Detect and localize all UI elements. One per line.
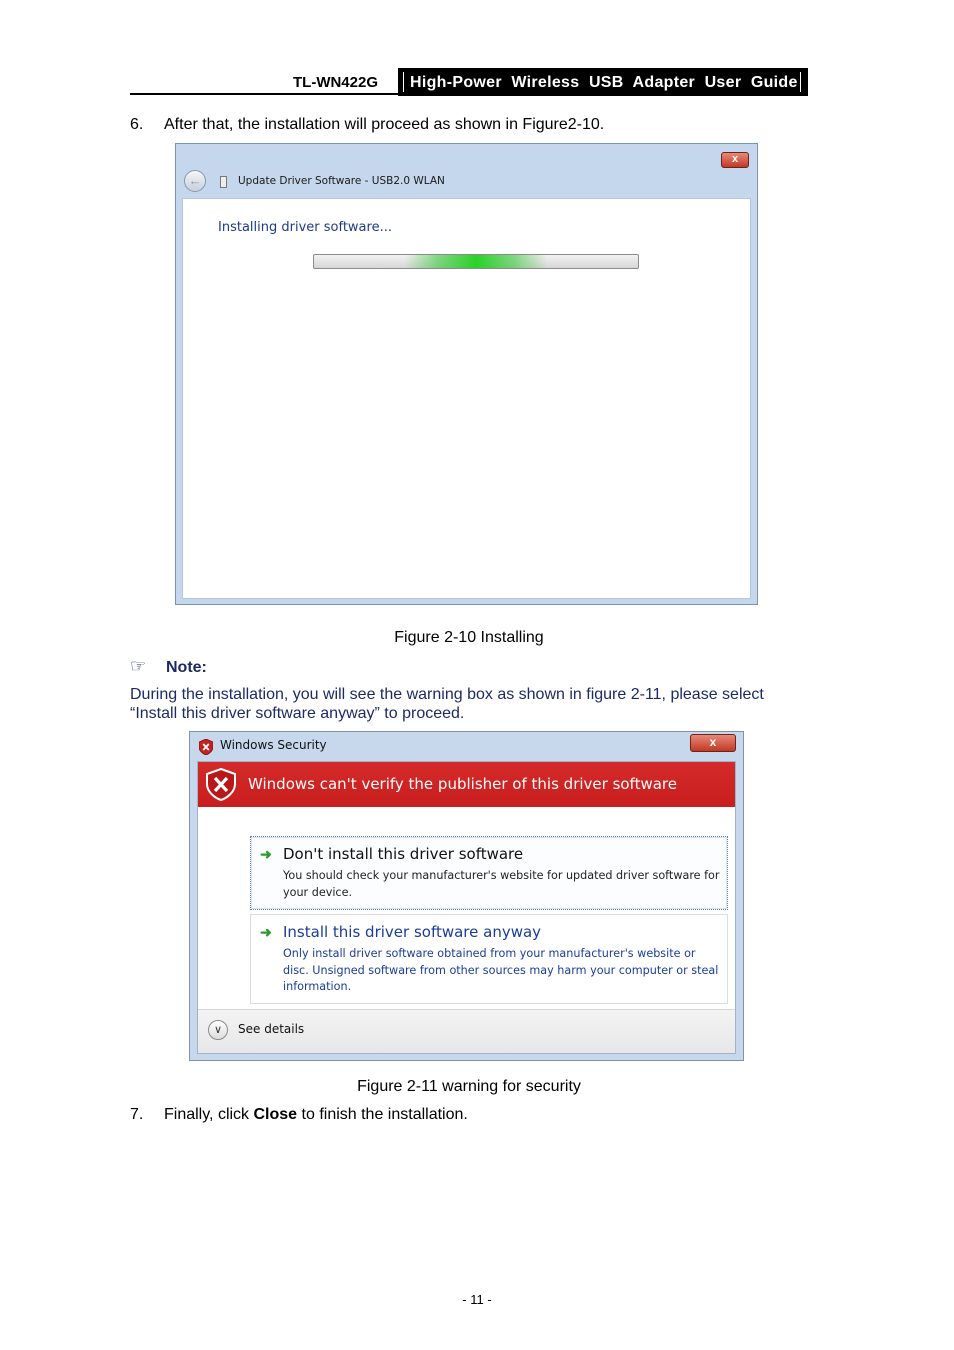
green-arrow-icon: ➜ — [260, 924, 272, 940]
install-anyway-title: Install this driver software anyway — [283, 923, 542, 941]
header-rule — [130, 93, 808, 95]
progress-bar-glow — [314, 255, 638, 268]
install-anyway-option[interactable] — [250, 914, 728, 1004]
pointing-hand-icon: ☞ — [130, 656, 147, 676]
chevron-down-icon[interactable]: ∨ — [208, 1020, 228, 1040]
step-7-number: 7. — [130, 1106, 144, 1123]
step-7 — [0, 1105, 954, 1125]
step-6 — [0, 115, 954, 135]
step-7-prefix: Finally, click — [164, 1106, 254, 1123]
step-7-suffix: to finish the installation. — [297, 1106, 468, 1123]
window-content — [182, 198, 751, 599]
dialog-title: Windows Security — [220, 738, 327, 752]
close-button[interactable]: x — [690, 734, 736, 752]
header-model: TL-WN422G — [293, 74, 379, 91]
header-divider-right — [800, 72, 801, 92]
status-text: Installing driver software... — [218, 220, 392, 235]
header-title-bar — [398, 68, 808, 96]
page-number: - 11 - — [462, 1292, 492, 1307]
step-6-text: After that, the installation will proceed as shown in Figure2-10. — [164, 116, 605, 133]
back-arrow-icon[interactable]: ← — [184, 170, 206, 192]
dialog-body — [197, 761, 736, 1054]
warning-banner — [198, 762, 735, 807]
window-title: Update Driver Software - USB2.0 WLAN — [238, 175, 445, 187]
install-anyway-desc: Only install driver software obtained from your manufacturer's website or disc. Unsigned software from other sources may harm your computer or steal information. — [283, 947, 719, 993]
update-driver-window — [175, 143, 758, 605]
note-line-1: During the installation, you will see the warning box as shown in figure 2-11, please select — [130, 686, 764, 703]
step-6-number: 6. — [130, 116, 144, 133]
dont-install-option[interactable] — [250, 836, 728, 910]
green-arrow-icon: ➜ — [260, 846, 272, 862]
note-line-2: “Install this driver software anyway” to proceed. — [130, 705, 465, 722]
shield-warning-icon — [206, 768, 236, 801]
note-label: Note: — [166, 659, 207, 676]
dont-install-desc: You should check your manufacturer's website for updated driver software for your device. — [283, 869, 720, 899]
shield-warning-icon — [199, 739, 213, 755]
note-text — [130, 685, 820, 723]
dialog-footer — [198, 1009, 735, 1053]
figure-2-10-caption: Figure 2-10 Installing — [394, 629, 544, 646]
progress-bar — [313, 254, 639, 269]
usb-device-icon — [220, 176, 227, 188]
windows-security-dialog — [189, 731, 744, 1061]
header-divider — [403, 72, 404, 92]
step-7-text — [164, 1105, 468, 1124]
header-title: High-Power Wireless USB Adapter User Guide — [410, 74, 798, 91]
close-button[interactable]: x — [721, 152, 749, 168]
dont-install-title: Don't install this driver software — [283, 845, 524, 863]
warning-heading: Windows can't verify the publisher of this driver software — [248, 775, 677, 793]
step-7-close-word: Close — [253, 1106, 298, 1123]
see-details-link[interactable]: See details — [238, 1022, 305, 1036]
figure-2-11-caption: Figure 2-11 warning for security — [357, 1078, 581, 1095]
